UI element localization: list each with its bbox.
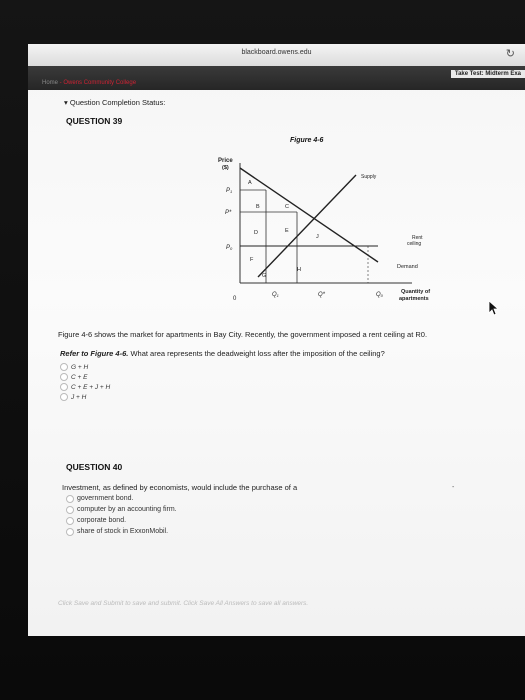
area-e: E	[285, 228, 289, 234]
demand-label: Demand	[397, 264, 418, 270]
x-axis-label-line1: Quantity of	[401, 289, 431, 295]
area-h: H	[297, 267, 301, 273]
area-g: G	[262, 273, 267, 279]
origin-label: 0	[233, 296, 237, 302]
option-label: share of stock in ExxonMobil.	[77, 528, 169, 535]
x-axis-label-line2: apartments	[399, 296, 429, 302]
option-label: C + E + J + H	[71, 383, 111, 391]
q40-option-a[interactable]	[66, 493, 177, 504]
q40-option-c[interactable]	[66, 515, 177, 526]
area-c: C	[285, 204, 289, 210]
q40-option-b[interactable]	[66, 504, 177, 515]
radio-button[interactable]	[60, 373, 68, 381]
figure-title: Figure 4-6	[290, 137, 324, 144]
test-title: Take Test: Midterm Exa	[451, 70, 525, 78]
question-39-prompt	[60, 349, 385, 358]
q40-option-d[interactable]	[66, 526, 177, 537]
option-label: G + H	[71, 363, 89, 371]
area-d: D	[254, 230, 258, 236]
dash-mark: -	[452, 484, 455, 491]
question-39-options	[60, 362, 110, 402]
breadcrumb-separator: -	[58, 80, 64, 86]
refer-text: What area represents the deadweight loss after the imposition of the ceiling?	[128, 349, 385, 358]
option-label: corporate bond.	[77, 517, 127, 524]
y-axis-unit: ($)	[222, 165, 229, 171]
radio-button[interactable]	[66, 506, 74, 514]
area-b: B	[256, 204, 260, 210]
demand-curve	[240, 168, 378, 262]
y-axis-label: Price	[218, 158, 233, 164]
q39-option-d[interactable]	[60, 392, 110, 402]
question-39-description: Figure 4-6 shows the market for apartments in Bay City. Recently, the government imposed a rent ceiling at R0.	[58, 330, 428, 339]
qstar-label: Q*	[318, 292, 326, 298]
pstar-label: P*	[225, 210, 232, 216]
rent-ceiling-label-line2: ceiling	[407, 241, 422, 247]
url-bar[interactable]: blackboard.owens.edu	[241, 49, 312, 56]
option-label: computer by an accounting firm.	[77, 506, 177, 513]
radio-button[interactable]	[66, 528, 74, 536]
q39-option-a[interactable]	[60, 362, 110, 372]
completion-status-label: Question Completion Status:	[69, 98, 166, 107]
radio-button[interactable]	[60, 393, 68, 401]
q1-label: Q1	[272, 292, 279, 298]
area-j: J	[316, 234, 319, 240]
rent-ceiling-label-line1: Rent	[412, 235, 423, 241]
p1-label: P1	[226, 188, 233, 194]
radio-button[interactable]	[60, 383, 68, 391]
supply-label: Supply	[361, 174, 377, 180]
option-label: J + H	[71, 393, 87, 401]
reload-icon[interactable]: ↻	[505, 48, 515, 60]
save-instructions: Click Save and Submit to save and submit. Click Save All Answers to save all answers.	[58, 600, 309, 607]
refer-figure: Refer to Figure 4-6.	[60, 349, 129, 358]
mouse-cursor-icon	[488, 300, 500, 316]
collapse-icon[interactable]: ▾	[64, 98, 70, 107]
q39-option-b[interactable]	[60, 372, 110, 382]
area-a: A	[248, 180, 252, 186]
q39-option-c[interactable]	[60, 382, 110, 392]
radio-button[interactable]	[66, 495, 74, 503]
question-40-prompt: Investment, as defined by economists, would include the purchase of a	[62, 483, 298, 492]
radio-button[interactable]	[60, 363, 68, 371]
question-40-options	[66, 493, 177, 537]
option-label: government bond.	[77, 495, 134, 502]
question-39-title: QUESTION 39	[66, 116, 123, 126]
option-label: C + E	[71, 373, 88, 381]
area-f: F	[250, 257, 254, 263]
question-40-title: QUESTION 40	[66, 462, 123, 472]
p0-label: P0	[226, 245, 233, 251]
q0-label: Q0	[376, 292, 383, 298]
breadcrumb-home[interactable]: Home	[42, 80, 59, 86]
breadcrumb-college[interactable]: Owens Community College	[63, 80, 137, 86]
radio-button[interactable]	[66, 517, 74, 525]
